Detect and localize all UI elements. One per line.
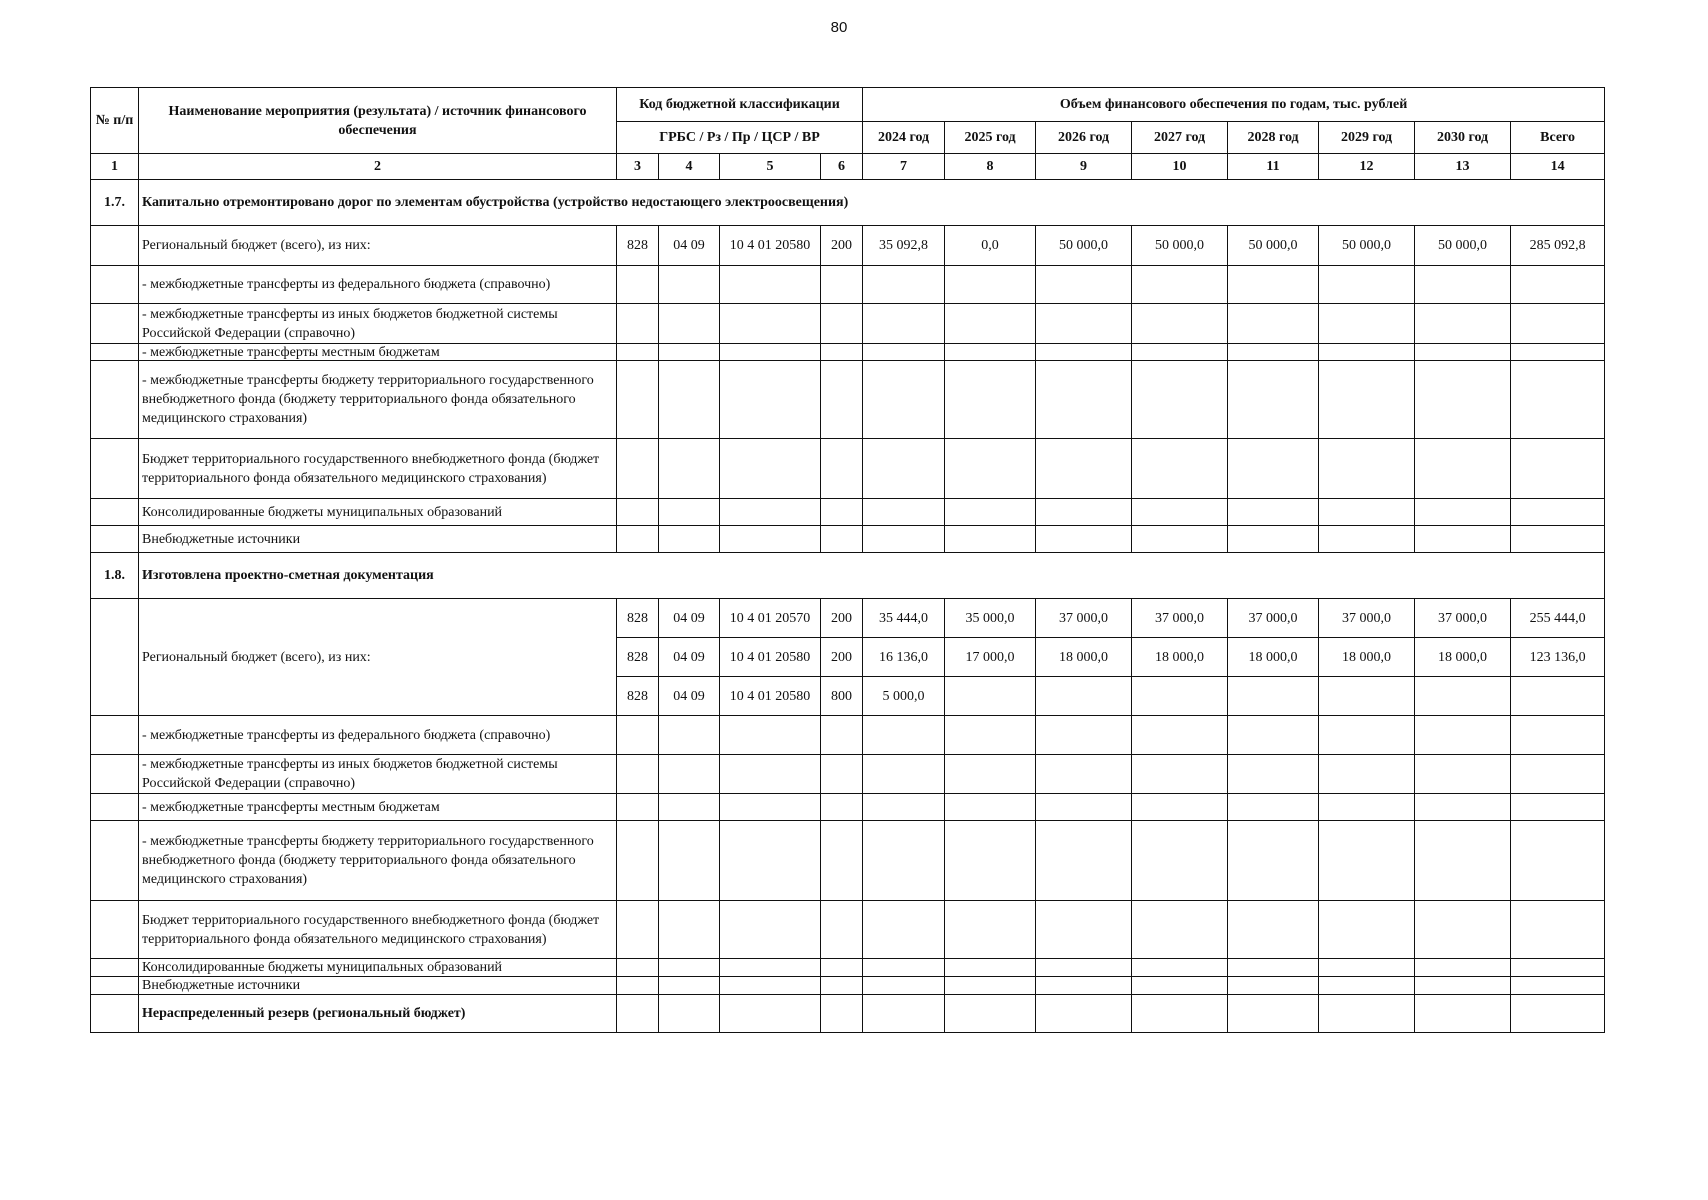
value-2024: 16 136,0 bbox=[863, 638, 945, 677]
value-2029: 50 000,0 bbox=[1319, 226, 1415, 266]
code-csr: 10 4 01 20580 bbox=[720, 226, 821, 266]
section-title: Изготовлена проектно-сметная документация bbox=[139, 553, 1605, 599]
section-number: 1.7. bbox=[91, 180, 139, 226]
header-year: 2025 год bbox=[945, 122, 1036, 154]
value-2028: 18 000,0 bbox=[1228, 638, 1319, 677]
row-label: Бюджет территориального государственного внебюджетного фонда (бюджет территориального фонда обязательного медицинского страхования) bbox=[139, 901, 617, 959]
table-row bbox=[91, 959, 1605, 977]
col-number: 11 bbox=[1228, 154, 1319, 180]
code-rz-pr: 04 09 bbox=[659, 599, 720, 638]
value-total: 285 092,8 bbox=[1511, 226, 1605, 266]
row-label: - межбюджетные трансферты бюджету территориального государственного внебюджетного фонда (бюджету территориального фонда обязательного медицинского страхования) bbox=[139, 361, 617, 439]
value-2027: 18 000,0 bbox=[1132, 638, 1228, 677]
value-2027: 50 000,0 bbox=[1132, 226, 1228, 266]
column-number-row bbox=[91, 154, 1605, 180]
row-label: - межбюджетные трансферты местным бюджетам bbox=[139, 794, 617, 821]
header-code-group: Код бюджетной классификации bbox=[617, 88, 863, 122]
header-year: 2028 год bbox=[1228, 122, 1319, 154]
header-year: 2027 год bbox=[1132, 122, 1228, 154]
value-2027: 37 000,0 bbox=[1132, 599, 1228, 638]
value-2029 bbox=[1319, 677, 1415, 716]
value-2026: 50 000,0 bbox=[1036, 226, 1132, 266]
value-2025: 35 000,0 bbox=[945, 599, 1036, 638]
header-year: 2026 год bbox=[1036, 122, 1132, 154]
value-2025: 0,0 bbox=[945, 226, 1036, 266]
value-2029: 18 000,0 bbox=[1319, 638, 1415, 677]
col-number: 10 bbox=[1132, 154, 1228, 180]
row-label: - межбюджетные трансферты из федерального бюджета (справочно) bbox=[139, 266, 617, 304]
value-2030: 18 000,0 bbox=[1415, 638, 1511, 677]
code-grbs: 828 bbox=[617, 226, 659, 266]
table-row bbox=[91, 304, 1605, 344]
code-vr: 200 bbox=[821, 638, 863, 677]
col-number: 8 bbox=[945, 154, 1036, 180]
value-2026: 37 000,0 bbox=[1036, 599, 1132, 638]
code-rz-pr: 04 09 bbox=[659, 226, 720, 266]
code-vr: 200 bbox=[821, 226, 863, 266]
table-row bbox=[91, 755, 1605, 794]
section-title: Капитально отремонтировано дорог по элементам обустройства (устройство недостающего электроосвещения) bbox=[139, 180, 1605, 226]
table-row bbox=[91, 716, 1605, 755]
row-label: - межбюджетные трансферты местным бюджетам bbox=[139, 344, 617, 361]
value-2026 bbox=[1036, 677, 1132, 716]
row-label: - межбюджетные трансферты из федерального бюджета (справочно) bbox=[139, 716, 617, 755]
regional-budget-row bbox=[91, 226, 1605, 266]
section-row bbox=[91, 553, 1605, 599]
code-grbs: 828 bbox=[617, 638, 659, 677]
header-row-1 bbox=[91, 88, 1605, 122]
table-row bbox=[91, 821, 1605, 901]
value-2026: 18 000,0 bbox=[1036, 638, 1132, 677]
code-csr: 10 4 01 20580 bbox=[720, 638, 821, 677]
table-row bbox=[91, 526, 1605, 553]
table-row bbox=[91, 794, 1605, 821]
code-vr: 200 bbox=[821, 599, 863, 638]
table-row bbox=[91, 266, 1605, 304]
regional-budget-label: Региональный бюджет (всего), из них: bbox=[139, 599, 617, 716]
code-rz-pr: 04 09 bbox=[659, 677, 720, 716]
table-row bbox=[91, 439, 1605, 499]
value-total: 123 136,0 bbox=[1511, 638, 1605, 677]
value-total bbox=[1511, 677, 1605, 716]
regional-budget-row bbox=[91, 599, 1605, 638]
value-2025: 17 000,0 bbox=[945, 638, 1036, 677]
col-number: 1 bbox=[91, 154, 139, 180]
regional-budget-label: Региональный бюджет (всего), из них: bbox=[139, 226, 617, 266]
table-row bbox=[91, 344, 1605, 361]
col-number: 9 bbox=[1036, 154, 1132, 180]
budget-table bbox=[90, 87, 1605, 1033]
value-2030: 37 000,0 bbox=[1415, 599, 1511, 638]
row-label: Консолидированные бюджеты муниципальных образований bbox=[139, 499, 617, 526]
col-number: 14 bbox=[1511, 154, 1605, 180]
reserve-label: Нераспределенный резерв (региональный бюджет) bbox=[139, 995, 617, 1033]
row-label: Консолидированные бюджеты муниципальных образований bbox=[139, 959, 617, 977]
value-total: 255 444,0 bbox=[1511, 599, 1605, 638]
value-2025 bbox=[945, 677, 1036, 716]
code-grbs: 828 bbox=[617, 677, 659, 716]
code-csr: 10 4 01 20580 bbox=[720, 677, 821, 716]
code-vr: 800 bbox=[821, 677, 863, 716]
page-number: 80 bbox=[830, 19, 848, 36]
header-no: № п/п bbox=[91, 88, 139, 154]
col-number: 12 bbox=[1319, 154, 1415, 180]
value-2024: 35 444,0 bbox=[863, 599, 945, 638]
value-2030: 50 000,0 bbox=[1415, 226, 1511, 266]
header-year: 2029 год bbox=[1319, 122, 1415, 154]
row-label: - межбюджетные трансферты из иных бюджетов бюджетной системы Российской Федерации (справочно) bbox=[139, 304, 617, 344]
col-number: 7 bbox=[863, 154, 945, 180]
header-total: Всего bbox=[1511, 122, 1605, 154]
header-code-sub: ГРБС / Рз / Пр / ЦСР / ВР bbox=[617, 122, 863, 154]
value-2028: 37 000,0 bbox=[1228, 599, 1319, 638]
header-volume-group: Объем финансового обеспечения по годам, тыс. рублей bbox=[863, 88, 1605, 122]
col-number: 4 bbox=[659, 154, 720, 180]
table-row bbox=[91, 361, 1605, 439]
table-row bbox=[91, 499, 1605, 526]
col-number: 3 bbox=[617, 154, 659, 180]
row-label: - межбюджетные трансферты из иных бюджетов бюджетной системы Российской Федерации (справочно) bbox=[139, 755, 617, 794]
value-2029: 37 000,0 bbox=[1319, 599, 1415, 638]
row-label: Внебюджетные источники bbox=[139, 977, 617, 995]
value-2030 bbox=[1415, 677, 1511, 716]
row-label: - межбюджетные трансферты бюджету территориального государственного внебюджетного фонда (бюджету территориального фонда обязательного медицинского страхования) bbox=[139, 821, 617, 901]
value-2024: 5 000,0 bbox=[863, 677, 945, 716]
table-row bbox=[91, 977, 1605, 995]
col-number: 6 bbox=[821, 154, 863, 180]
value-2024: 35 092,8 bbox=[863, 226, 945, 266]
value-2028 bbox=[1228, 677, 1319, 716]
code-csr: 10 4 01 20570 bbox=[720, 599, 821, 638]
header-year: 2030 год bbox=[1415, 122, 1511, 154]
row-label: Бюджет территориального государственного внебюджетного фонда (бюджет территориального фонда обязательного медицинского страхования) bbox=[139, 439, 617, 499]
empty-cell bbox=[91, 599, 139, 716]
col-number: 5 bbox=[720, 154, 821, 180]
col-number: 2 bbox=[139, 154, 617, 180]
col-number: 13 bbox=[1415, 154, 1511, 180]
section-row bbox=[91, 180, 1605, 226]
header-year: 2024 год bbox=[863, 122, 945, 154]
code-rz-pr: 04 09 bbox=[659, 638, 720, 677]
table-row bbox=[91, 901, 1605, 959]
row-label: Внебюджетные источники bbox=[139, 526, 617, 553]
code-grbs: 828 bbox=[617, 599, 659, 638]
reserve-row bbox=[91, 995, 1605, 1033]
empty-cell bbox=[91, 226, 139, 266]
value-2028: 50 000,0 bbox=[1228, 226, 1319, 266]
section-number: 1.8. bbox=[91, 553, 139, 599]
value-2027 bbox=[1132, 677, 1228, 716]
header-name: Наименование мероприятия (результата) / источник финансового обеспечения bbox=[139, 88, 617, 154]
